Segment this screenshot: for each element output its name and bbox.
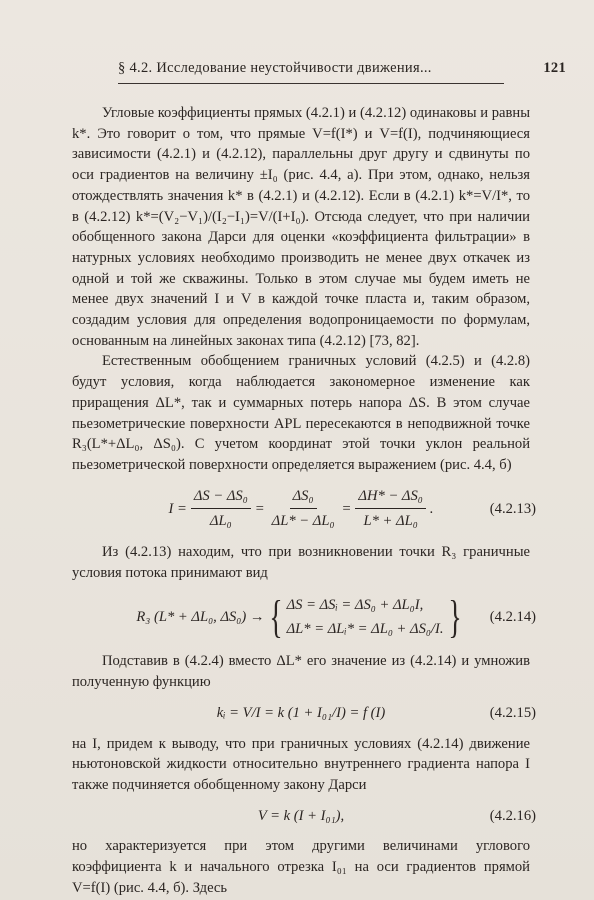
equation-4-2-13 [72, 486, 536, 532]
eq14-number: (4.2.14) [489, 609, 536, 626]
paragraph-5: на I, придем к выводу, что при граничных условиях (4.2.14) движение ньютоновской жидкости относительно внутреннего градиента напора I также подчиняется обобщенному закону Дарси [72, 735, 530, 793]
paragraph-4: Подставив в (4.2.4) вместо ΔL* его значение из (4.2.14) и умножив полученную функцию [72, 653, 530, 691]
eq14-rows [287, 593, 444, 641]
paragraph-2: Естественным обобщением граничных условий (4.2.5) и (4.2.8) будут условия, когда наблюдается закономерное изменение как приращения ΔL*, так и суммарных потерь напора ΔS. В этом случае пьезометрические поверхности APL пересекаются в неподвижной точке R₃(L*+ΔL₀, ΔS₀). С учетом координат этой точки уклон реальной пьезометрической поверхности определяется выражением (рис. 4.4, б) [72, 353, 530, 473]
eq14-row-1: ΔS = ΔSᵢ = ΔS₀ + ΔL₀I, [286, 597, 424, 614]
eq16-number: (4.2.16) [489, 807, 536, 824]
eq14-left-brace: { [268, 591, 283, 643]
eq13-f2-denominator: ΔL* − ΔL₀ [271, 513, 335, 530]
eq13-f3-denominator: L* + ΔL₀ [363, 513, 418, 530]
eq13-f3-numerator: ΔH* − ΔS₀ [355, 486, 425, 510]
eq13-equals-b: = [341, 500, 352, 517]
eq14-right-brace: } [447, 591, 462, 643]
paragraph-6: но характеризуется при этом другими величинами углового коэффициента k и начального отрезка I₀₁ на оси градиентов прямой V=f(I) (рис. 4.4, б). Здесь [72, 838, 530, 896]
eq15-formula: kᵢ = V/I = k (1 + I₀₁/I) = f (I) [216, 704, 386, 721]
eq13-period: . [429, 500, 434, 517]
eq13-fraction-1 [191, 486, 251, 532]
page-body [72, 103, 536, 899]
eq13-fraction-3 [355, 486, 425, 532]
eq14-system [265, 593, 466, 641]
eq13-number: (4.2.13) [489, 500, 536, 517]
equation-4-2-16 [72, 806, 536, 827]
page-number: 121 [543, 60, 566, 76]
running-header [118, 60, 566, 77]
eq14-lhs: R₃ (L* + ΔL₀, ΔS₀) → [136, 609, 265, 626]
equation-4-2-15 [72, 703, 536, 724]
eq15-number: (4.2.15) [489, 704, 536, 721]
equation-4-2-14 [72, 591, 536, 643]
header-title: § 4.2. Исследование неустойчивости движения... [118, 60, 432, 76]
eq13-f2-numerator: ΔS₀ [290, 486, 317, 510]
eq13-equals-a: = [254, 500, 265, 517]
eq13-f1-numerator: ΔS − ΔS₀ [191, 486, 251, 510]
eq13-fraction-2 [269, 486, 338, 532]
eq13-lhs: I = [168, 500, 187, 517]
paragraph-3: Из (4.2.13) находим, что при возникновении точки R₃ граничные условия потока принимают вид [72, 544, 530, 581]
eq13-f1-denominator: ΔL₀ [209, 513, 232, 530]
eq14-row-2: ΔL* = ΔLᵢ* = ΔL₀ + ΔS₀/I. [286, 621, 444, 638]
paragraph-1: Угловые коэффициенты прямых (4.2.1) и (4.2.12) одинаковы и равны k*. Это говорит о том, что прямые V=f(I*) и V=f(I), подчиняющиеся зависимости (4.2.1) и (4.2.12), параллельны друг другу и сдвинуты по оси градиентов на величину ±I₀ (рис. 4.4, а). При этом, однако, нельзя отождествлять значения k* в (4.2.1) и (4.2.12). Если в (4.2.1) k*=V/I*, то в (4.2.12) k*=(V₂−V₁)/(I₂−I₁)=V/(I+I₀). Отсюда следует, что при наличии обобщенного закона Дарси для оценки «коэффициента фильтрации» в натурных условиях необходимо производить не менее двух откачек из одной и той же скважины. Только в этом случае мы будем иметь не менее двух значений I и V в каждой точке пласта и, таким образом, создадим условия для определения водопроницаемости по формулам, основанным на линейных законах типа (4.2.12) [73, 82]. [72, 105, 530, 349]
header-rule [118, 83, 504, 84]
eq16-formula: V = k (I + I₀₁), [257, 807, 345, 824]
